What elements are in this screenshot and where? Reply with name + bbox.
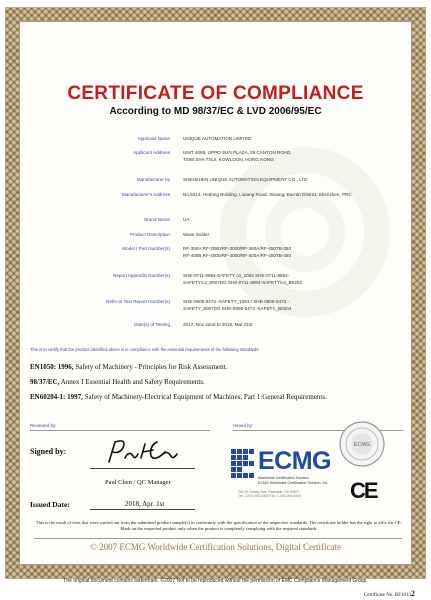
field-value: [183, 150, 398, 163]
field-value: [183, 273, 398, 286]
issued-by-label: Issued by:: [233, 423, 254, 428]
field-value-line: RF-400B,RF-4000/RF-4000/RF-400A/RF-450TB-450: [183, 252, 291, 258]
seal-text: ECMG: [353, 442, 371, 448]
reviewed-by-label: Reviewed by:: [30, 423, 57, 428]
certificate-number-label: Certificate No. BF1013: [363, 593, 411, 598]
standard-line: [30, 363, 227, 371]
ce-mark: CE: [350, 478, 377, 503]
field-value-line: SHE-0805-5473 -SAFETY_1083 / SHE-0805-5473 -: [183, 299, 289, 304]
watermark-notice: The original document contains watermark. ©2007 Not to be reproduced without the permission of EMC Compliance Management Group.: [63, 578, 368, 584]
certificate-number-suffix: 2: [411, 589, 415, 598]
field-value-line: Wave Solder: [183, 232, 210, 237]
issued-date-label: Issued Date:: [30, 500, 70, 509]
field-label: Applicant Name: [137, 136, 170, 141]
certificate-title: CERTIFICATE OF COMPLIANCE: [67, 83, 364, 104]
issued-date-value: 2018, Apr. 1st: [125, 500, 165, 508]
field-value-line: SHENZHEN UNIQUE AUTOMATION EQUIPMENT CO., LTD: [183, 177, 308, 182]
ecmg-logo-tagline: [258, 476, 328, 485]
copyright-line: © 2007 ECMG Worldwide Certification Solutions, Digital Certificate: [90, 542, 341, 552]
field-value-line: RF-350A,RF-3080/RF-3000/RF-380A/RF-450TB-350: [183, 246, 291, 251]
field-label: Product Description: [129, 232, 170, 237]
field-value: [183, 136, 398, 143]
certificate-subtitle: According to MD 98/37/EC & LVD 2006/95/EC: [109, 106, 322, 117]
certificate-footnote: This is the result of tests that were carried out from the submitted product sample(s) in conformity with the specification of the respective standards. The certificate holder has the right to affix the CE-Mark on the respected product only when the product is completely complying with the required standards.: [35, 520, 403, 531]
logo-tagline-line: ECMG Worldwide Certification Solution, Inc.: [258, 480, 329, 485]
field-label: Date(s) of Testing: [134, 322, 170, 327]
field-label: Applicant Address: [133, 150, 170, 155]
field-value: [183, 246, 398, 259]
field-value-line: SAFETY_9007DG SHE-0805-5473 -SAFETY_B0204: [183, 305, 292, 311]
field-value: [183, 232, 398, 239]
field-label: Brand Name: [144, 217, 170, 222]
standard-text: Safety of Machinery - Principles for Risk Assessment.: [73, 363, 228, 371]
certificate-border: [5, 7, 426, 579]
handwritten-signature: [105, 436, 180, 466]
field-label: Report Appendix Number(s): [113, 273, 170, 278]
address-line: 283 W. Dewey Ave. Riverside, CA 92507: [238, 490, 300, 494]
signatory-name: Paul Chen / QC Manager: [105, 479, 171, 486]
standard-line: [30, 393, 327, 401]
divider: [30, 430, 210, 431]
ecmg-logo-wordmark: ECMG: [258, 447, 331, 475]
field-label: Model / Part Number(s): [122, 246, 170, 251]
address-line: Tel: 1-000-000-0000 Fax: 1-000-000-0000: [238, 494, 301, 499]
ecmg-seal-icon: [338, 420, 386, 468]
certificate-body: [19, 21, 412, 565]
field-value-line: UNIT 4088, UPPO SUN PLAZA, 28 CANTON ROAD,: [183, 150, 292, 155]
field-value-line: SHE-0711-8884-SAFETY co_1093 SHE-0711-8884-: [183, 273, 290, 278]
ecmg-logo-mark-icon: [231, 449, 257, 479]
certificate-number: [364, 589, 415, 598]
standard-text: Safety of Machinery-Electrical Equipment of Machines, Part 1:General Requirements.: [82, 393, 327, 401]
standard-line: [30, 378, 205, 386]
standard-code: 98/37/EC,: [30, 378, 60, 386]
divider: [34, 538, 402, 539]
field-value-line: SAFETY/co_9007DG SHE-0711-8884-SAFETY/co_B0204: [183, 279, 302, 285]
certification-statement: This is to certify that the product identified above is in compliance with the essential requirements of the following standards:: [30, 347, 260, 352]
field-value-line: TSIM SHA TSUI, KOWLOON, HONG KONG: [183, 156, 274, 162]
field-label: Manufacturer's Address: [121, 192, 170, 197]
standard-code: EN60204-1: 1997,: [30, 393, 83, 401]
field-value: [183, 299, 398, 312]
field-value: [183, 322, 398, 329]
field-value-line: UNIQUE AUTOMATION LIMITED: [183, 136, 252, 141]
field-label: Manufacturer by: [136, 177, 170, 182]
standard-text: Annex I Essential Health and Safety Requirements.: [59, 378, 205, 386]
field-label: Refer to Test Report Number(s): [106, 299, 170, 304]
signature-line: [90, 468, 195, 469]
logo-tagline-line: Worldwide Certification Solution: [258, 476, 309, 480]
ecmg-address: [238, 490, 301, 499]
field-value: [183, 192, 398, 199]
date-line: [90, 509, 195, 510]
field-value-line: UA: [183, 217, 190, 222]
field-value: [183, 217, 398, 224]
standard-code: EN1050: 1996,: [30, 363, 74, 371]
field-value: [183, 177, 398, 184]
signed-by-label: Signed by:: [30, 447, 67, 456]
field-value-line: 2017, Nov 22nd to 2018, Mar 21st: [183, 322, 253, 327]
field-value-line: No.5013, Hedong Building, Liutang Road, Xixiang, Bao'an District, Shenzhen, PRC: [183, 192, 352, 197]
